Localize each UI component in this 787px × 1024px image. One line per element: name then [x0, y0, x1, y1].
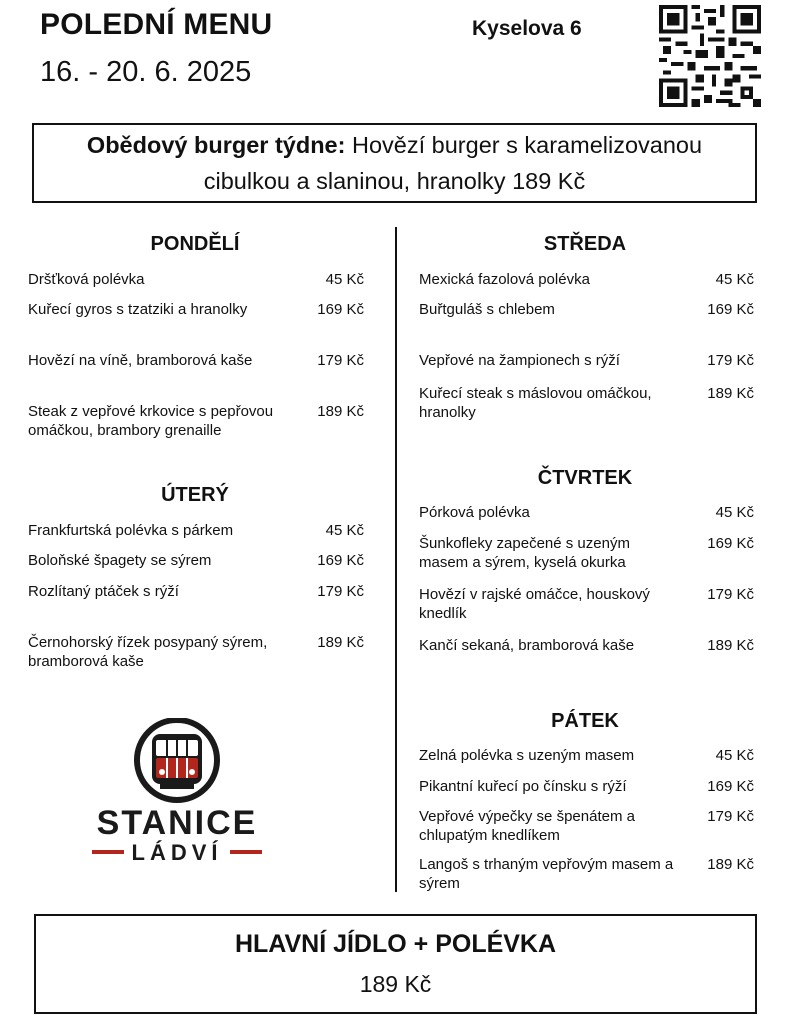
menu-item-price: 189 Kč [317, 403, 364, 420]
menu-item-name: Vepřové na žampionech s rýží [419, 352, 620, 369]
restaurant-address: Kyselova 6 [472, 17, 582, 40]
logo-subname: LÁDVÍ [131, 840, 223, 865]
menu-item-price: 179 Kč [707, 586, 754, 603]
menu-item-name: Kančí sekaná, bramborová kaše [419, 637, 635, 654]
combo-title: HLAVNÍ JÍDLO + POLÉVKA [234, 930, 557, 958]
menu-item-name: Zelná polévka s uzeným masem [419, 747, 635, 764]
menu-item-name: Kuřecí gyros s tzatziki a hranolky [28, 301, 248, 318]
menu-item-price: 189 Kč [317, 634, 364, 651]
menu-item-price: 169 Kč [317, 552, 364, 569]
burger-of-week-box [32, 123, 757, 203]
logo-name: STANICE [96, 804, 258, 842]
menu-item-price: 45 Kč [715, 271, 754, 288]
train-icon [137, 720, 217, 800]
burger-description: Hovězí burger s karamelizovanou cibulkou a slaninou, hranolky 189 Kč [203, 132, 703, 194]
menu-item-name: Vepřové výpečky se špenátem a chlupatým knedlíkem [419, 808, 635, 844]
menu-item-price: 169 Kč [707, 778, 754, 795]
day-heading-wednesday: STŘEDA [543, 233, 627, 255]
menu-item-price: 189 Kč [707, 856, 754, 873]
day-heading-friday: PÁTEK [551, 710, 619, 732]
stanice-ladvi-logo [86, 718, 268, 868]
qr-code-icon[interactable] [659, 5, 761, 107]
menu-item-name: Langoš s trhaným vepřovým masem a sýrem [419, 856, 674, 892]
menu-item-name: Kuřecí steak s máslovou omáčkou, hranolky [419, 385, 652, 421]
menu-item-price: 45 Kč [715, 504, 754, 521]
menu-item-price: 169 Kč [707, 301, 754, 318]
menu-title: POLEDNÍ MENU [40, 8, 273, 41]
menu-item-name: Frankfurtská polévka s párkem [28, 522, 234, 539]
day-heading-tuesday: ÚTERÝ [161, 484, 229, 506]
menu-item-price: 45 Kč [325, 271, 364, 288]
menu-item-name: Rozlítaný ptáček s rýží [28, 583, 179, 600]
combo-offer-box [34, 914, 757, 1014]
menu-item-price: 179 Kč [707, 352, 754, 369]
menu-item-price: 169 Kč [707, 535, 754, 552]
menu-item-name: Pikantní kuřecí po čínsku s rýží [419, 778, 627, 795]
menu-item-name: Hovězí na víně, bramborová kaše [28, 352, 253, 369]
combo-price: 189 Kč [359, 971, 432, 997]
menu-item-price: 45 Kč [325, 522, 364, 539]
menu-item-price: 189 Kč [707, 385, 754, 402]
menu-item-price: 179 Kč [707, 808, 754, 825]
menu-item-name: Černohorský řízek posypaný sýrem, bramborová kaše [28, 634, 268, 670]
burger-label: Obědový burger týdne: [86, 132, 346, 158]
menu-item-name: Dršťková polévka [28, 271, 145, 288]
menu-dates: 16. - 20. 6. 2025 [40, 56, 252, 88]
menu-item-price: 45 Kč [715, 747, 754, 764]
column-divider [395, 227, 397, 892]
menu-item-price: 189 Kč [707, 637, 754, 654]
menu-item-name: Hovězí v rajské omáčce, houskový knedlík [419, 586, 650, 622]
menu-item-price: 169 Kč [317, 301, 364, 318]
day-heading-thursday: ČTVRTEK [537, 467, 633, 489]
day-heading-monday: PONDĚLÍ [150, 233, 240, 255]
menu-item-name: Pórková polévka [419, 504, 530, 521]
menu-item-name: Šunkofleky zapečené s uzeným masem a sýrem, kyselá okurka [419, 535, 630, 571]
menu-item-name: Mexická fazolová polévka [419, 271, 590, 288]
menu-item-price: 179 Kč [317, 583, 364, 600]
menu-item-name: Boloňské špagety se sýrem [28, 552, 212, 569]
menu-item-price: 179 Kč [317, 352, 364, 369]
menu-item-name: Buřtguláš s chlebem [419, 301, 555, 318]
menu-item-name: Steak z vepřové krkovice s pepřovou omáčkou, brambory grenaille [28, 403, 274, 439]
